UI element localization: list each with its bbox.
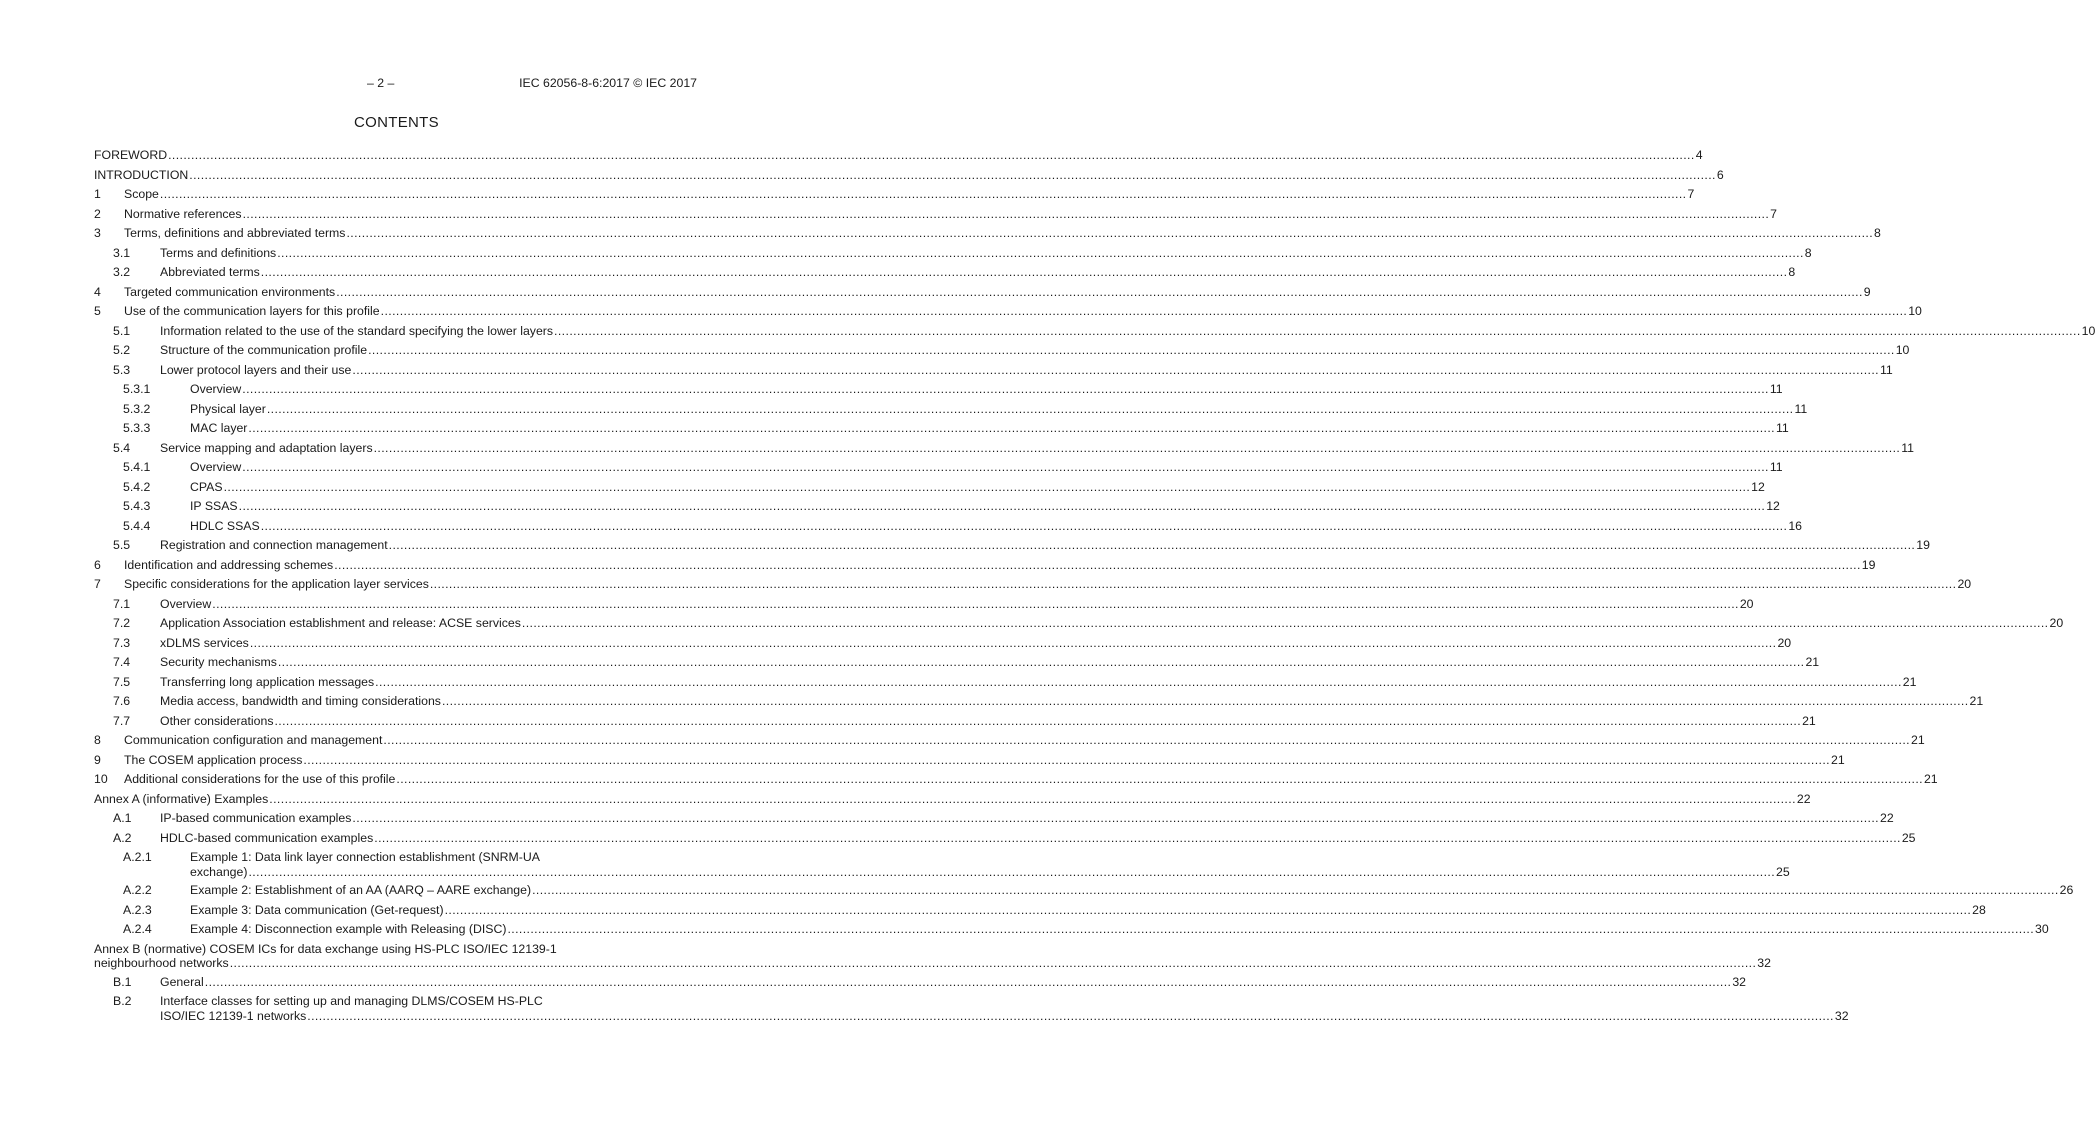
toc-entry-link[interactable] [160, 595, 1754, 615]
toc-page-number: 12 [1751, 479, 1765, 494]
page-title: CONTENTS [354, 114, 439, 131]
dot-leader: ................................................................................................................................................................................................................................................................................................................................................................................................................ [238, 499, 1766, 513]
toc-page-number: 11 [1769, 460, 1783, 474]
toc-number: 7.5 [113, 674, 131, 689]
toc-row [94, 595, 1754, 615]
toc-page-number: 7 [1770, 206, 1777, 221]
toc-page-number: 11 [1769, 382, 1783, 396]
toc-entry-link[interactable] [124, 770, 1938, 790]
toc-row [94, 380, 1783, 400]
toc-page-number: 22 [1879, 811, 1894, 825]
toc-row [94, 901, 1986, 921]
toc-page-number: 32 [1732, 974, 1747, 989]
toc-number: 7 [94, 577, 101, 591]
toc-number: 5.1 [113, 323, 131, 338]
toc-number: A.2.4 [123, 922, 152, 936]
toc-page-number: 21 [1805, 655, 1820, 669]
dot-leader: ................................................................................................................................................................................................................................................................................................................................................................................................................ [277, 245, 1804, 260]
dot-leader: ................................................................................................................................................................................................................................................................................................................................................................................................................ [307, 1008, 1834, 1023]
toc-number: 4 [94, 284, 101, 299]
toc-page-number: 11 [1776, 421, 1789, 435]
toc-title: Scope [124, 187, 159, 201]
toc-title: Annex A (informative) Examples [94, 791, 269, 806]
toc-row [94, 166, 1724, 186]
dot-leader: ................................................................................................................................................................................................................................................................................................................................................................................................................ [336, 284, 1863, 299]
toc-title: Media access, bandwidth and timing considerations [160, 694, 441, 708]
dot-leader: ................................................................................................................................................................................................................................................................................................................................................................................................................ [396, 772, 1923, 786]
dot-leader: ................................................................................................................................................................................................................................................................................................................................................................................................................ [352, 811, 1879, 825]
toc-title: The COSEM application process [124, 752, 303, 767]
toc-title: Targeted communication environments [124, 284, 336, 299]
toc-row [94, 809, 1894, 829]
toc-entry-link[interactable] [160, 244, 1812, 264]
toc-entry-link[interactable] [160, 712, 1816, 732]
toc-page-number: 9 [1863, 284, 1871, 299]
toc-number: A.2.1 [123, 850, 152, 864]
toc-title [190, 850, 698, 865]
toc-title: FOREWORD [94, 148, 168, 162]
page-number: – 2 – [367, 76, 395, 90]
toc-title: Structure of the communication profile [160, 343, 368, 357]
toc-title: Application Association establishment and release: ACSE services [160, 616, 521, 630]
toc-number: 8 [94, 733, 101, 747]
toc-title: CPAS [190, 479, 223, 494]
toc-title: Normative references [124, 206, 242, 221]
toc-row [94, 478, 1765, 498]
dot-leader: ................................................................................................................................................................................................................................................................................................................................................................................................................ [373, 440, 1901, 455]
toc-number: 2 [94, 206, 101, 221]
toc-page-number: 25 [1901, 830, 1916, 845]
toc-entry-link[interactable] [160, 536, 1930, 556]
dot-leader: ................................................................................................................................................................................................................................................................................................................................................................................................................ [260, 518, 1788, 533]
dot-leader: ................................................................................................................................................................................................................................................................................................................................................................................................................ [242, 382, 1769, 396]
toc-title: Security mechanisms [160, 655, 277, 669]
toc-number: 7.2 [113, 616, 131, 630]
dot-leader: ................................................................................................................................................................................................................................................................................................................................................................................................................ [429, 577, 1957, 591]
toc-row [94, 322, 2095, 342]
toc-page-number: 22 [1796, 791, 1811, 806]
toc-title: Registration and connection management [160, 538, 388, 552]
toc-page-number: 11 [1879, 362, 1893, 377]
toc-row [94, 940, 1771, 973]
toc-row [94, 400, 1808, 420]
toc-row [94, 973, 1747, 993]
dot-leader: ................................................................................................................................................................................................................................................................................................................................................................................................................ [260, 265, 1788, 279]
dot-leader: ................................................................................................................................................................................................................................................................................................................................................................................................................ [248, 864, 1776, 879]
toc-page-number: 8 [1788, 265, 1796, 279]
toc-title: HDLC SSAS [190, 518, 260, 533]
toc-entry-link[interactable] [190, 400, 1808, 420]
dot-leader: ................................................................................................................................................................................................................................................................................................................................................................................................................ [334, 557, 1861, 572]
toc-number: 3 [94, 226, 101, 240]
toc-entry-link[interactable] [124, 302, 1922, 322]
dot-leader: ................................................................................................................................................................................................................................................................................................................................................................................................................ [266, 401, 1794, 416]
toc-row [94, 614, 2064, 634]
toc-entry-link[interactable] [160, 439, 1914, 459]
dot-leader: ................................................................................................................................................................................................................................................................................................................................................................................................................ [380, 304, 1908, 318]
toc-entry-link[interactable] [190, 881, 2074, 901]
dot-leader: ................................................................................................................................................................................................................................................................................................................................................................................................................ [368, 343, 1895, 357]
toc-row [94, 673, 1917, 693]
dot-leader: ................................................................................................................................................................................................................................................................................................................................................................................................................ [554, 323, 2081, 338]
toc-number: A.2 [113, 830, 132, 845]
toc-page-number: 8 [1804, 245, 1812, 260]
toc-title: Lower protocol layers and their use [160, 362, 352, 377]
toc-number: 5.4.2 [123, 479, 151, 494]
toc-second-line [160, 1008, 1849, 1024]
toc-page-number: 6 [1716, 167, 1724, 182]
toc-number: 5.2 [113, 343, 131, 357]
toc-page-number: 20 [1777, 635, 1792, 650]
dot-leader: ................................................................................................................................................................................................................................................................................................................................................................................................................ [159, 187, 1687, 201]
toc-title-line2: neighbourhood networks [94, 956, 229, 970]
toc-row [94, 439, 1914, 459]
toc-row [94, 881, 2074, 901]
toc-title: Example 3: Data communication (Get-request) [190, 902, 444, 917]
toc-entry-link[interactable] [94, 166, 1724, 186]
toc-page-number: 25 [1776, 864, 1790, 879]
toc-row [94, 575, 1972, 595]
toc-title: Information related to the use of the standard specifying the lower layers [160, 323, 554, 338]
toc-title: Terms, definitions and abbreviated terms [124, 226, 346, 240]
toc-entry-link[interactable] [124, 751, 1845, 771]
toc-entry-link[interactable] [160, 653, 1820, 673]
toc-entry-link[interactable] [190, 848, 1790, 881]
toc-row [94, 341, 1910, 361]
toc-second-line [190, 864, 1790, 880]
toc-number: 5.3.2 [123, 401, 151, 416]
toc-number: B.1 [113, 974, 132, 989]
toc-title: IP SSAS [190, 499, 238, 513]
toc-number: 7.7 [113, 713, 131, 728]
toc-number: 5.3.1 [123, 382, 151, 396]
toc-entry-link[interactable] [160, 634, 1792, 654]
toc-number: 1 [94, 187, 101, 201]
toc-page-number: 10 [1895, 343, 1910, 357]
toc-entry-link[interactable] [190, 517, 1802, 537]
toc-number: 6 [94, 557, 101, 572]
toc-page-number: 19 [1861, 557, 1876, 572]
toc-title-line1: Interface classes for setting up and managing DLMS/COSEM HS-PLC [160, 994, 543, 1008]
toc-number: 5.4.4 [123, 518, 151, 533]
toc-title-line2: exchange) [190, 864, 248, 879]
toc-entry-link[interactable] [160, 973, 1747, 993]
dot-leader: ................................................................................................................................................................................................................................................................................................................................................................................................................ [383, 733, 1910, 747]
toc-title: Other considerations [160, 713, 274, 728]
toc-entry-link[interactable] [160, 341, 1910, 361]
dot-leader: ................................................................................................................................................................................................................................................................................................................................................................................................................ [229, 956, 1757, 970]
toc-page-number: 30 [2035, 922, 2049, 936]
toc-row [94, 790, 1811, 810]
dot-leader: ................................................................................................................................................................................................................................................................................................................................................................................................................ [388, 538, 1916, 552]
dot-leader: ................................................................................................................................................................................................................................................................................................................................................................................................................ [375, 674, 1902, 689]
toc-title: Terms and definitions [160, 245, 277, 260]
toc-number: B.2 [113, 994, 132, 1008]
toc-page-number: 19 [1916, 538, 1930, 552]
toc-title: Specific considerations for the application layer services [124, 577, 429, 591]
toc-entry-link[interactable] [160, 263, 1796, 283]
toc-row [94, 517, 1802, 537]
toc-row [94, 920, 2049, 940]
toc-page-number: 10 [2081, 323, 2095, 338]
toc-title: MAC layer [190, 421, 248, 435]
toc-number: 5.4 [113, 440, 131, 455]
toc-number: 7.6 [113, 694, 131, 708]
toc-second-line [94, 956, 1771, 971]
toc-title: Example 2: Establishment of an AA (AARQ – AARE exchange) [190, 883, 532, 897]
toc-title [160, 994, 698, 1009]
toc-entry-link[interactable] [160, 992, 1849, 1025]
toc-number: 7.4 [113, 655, 131, 669]
page-header [0, 76, 793, 92]
dot-leader: ................................................................................................................................................................................................................................................................................................................................................................................................................ [441, 694, 1969, 708]
toc-page-number: 26 [2059, 883, 2074, 897]
toc-row [94, 536, 1930, 556]
toc-title: HDLC-based communication examples [160, 830, 374, 845]
dot-leader: ................................................................................................................................................................................................................................................................................................................................................................................................................ [352, 362, 1879, 377]
toc-number: 5.4.1 [123, 460, 151, 474]
toc-row [94, 361, 1893, 381]
toc-number: 5.4.3 [123, 499, 151, 513]
toc-page-number: 10 [1908, 304, 1922, 318]
toc-entry-link[interactable] [190, 458, 1783, 478]
toc-page-number: 32 [1834, 1008, 1849, 1023]
dot-leader: ................................................................................................................................................................................................................................................................................................................................................................................................................ [242, 460, 1769, 474]
dot-leader: ................................................................................................................................................................................................................................................................................................................................................................................................................ [532, 883, 2059, 897]
dot-leader: ................................................................................................................................................................................................................................................................................................................................................................................................................ [249, 635, 1777, 650]
toc-page-number: 7 [1687, 187, 1695, 201]
toc-entry-link[interactable] [124, 283, 1871, 303]
toc-page-number: 20 [1739, 596, 1754, 611]
toc-page-number: 21 [1910, 733, 1925, 747]
toc-row [94, 146, 1703, 166]
toc-row [94, 829, 1916, 849]
toc-row [94, 497, 1780, 517]
dot-leader: ................................................................................................................................................................................................................................................................................................................................................................................................................ [303, 752, 1830, 767]
toc-title: xDLMS services [160, 635, 249, 650]
toc-page-number: 12 [1766, 499, 1780, 513]
toc-row [94, 731, 1925, 751]
toc-title-line2: ISO/IEC 12139-1 networks [160, 1008, 307, 1023]
toc-page-number: 16 [1788, 518, 1802, 533]
toc-row [94, 224, 1881, 244]
toc-page-number: 21 [1923, 772, 1938, 786]
toc-row [94, 458, 1783, 478]
toc-number: A.2.2 [123, 883, 152, 897]
toc-number: 5.3 [113, 362, 131, 377]
toc-entry-link[interactable] [190, 380, 1783, 400]
toc-entry-link[interactable] [160, 361, 1893, 381]
toc-entry-link[interactable] [190, 920, 2049, 940]
toc-entry-link[interactable] [190, 901, 1986, 921]
toc-entry-link[interactable] [124, 556, 1876, 576]
toc-row [94, 634, 1792, 654]
dot-leader: ................................................................................................................................................................................................................................................................................................................................................................................................................ [374, 830, 1901, 845]
toc-title [94, 942, 698, 957]
toc-title: Identification and addressing schemes [124, 557, 334, 572]
toc-row [94, 653, 1820, 673]
toc-number: 7.1 [113, 596, 131, 611]
toc-page-number: 20 [1957, 577, 1972, 591]
toc-entry-link[interactable] [94, 146, 1703, 166]
toc-row [94, 244, 1812, 264]
toc-number: A.2.3 [123, 902, 152, 917]
dot-leader: ................................................................................................................................................................................................................................................................................................................................................................................................................ [277, 655, 1805, 669]
toc-page-number: 21 [1969, 694, 1984, 708]
toc-row [94, 770, 1938, 790]
toc-page-number: 21 [1802, 713, 1816, 728]
toc-row [94, 556, 1876, 576]
dot-leader: ................................................................................................................................................................................................................................................................................................................................................................................................................ [269, 791, 1796, 806]
toc-title: Overview [160, 596, 212, 611]
toc-row [94, 283, 1871, 303]
toc-row [94, 751, 1845, 771]
toc-entry-link[interactable] [160, 829, 1916, 849]
toc-title: Use of the communication layers for this profile [124, 304, 380, 318]
toc-number: A.1 [113, 811, 132, 825]
toc-title: Overview [190, 460, 242, 474]
dot-leader: ................................................................................................................................................................................................................................................................................................................................................................................................................ [242, 206, 1770, 221]
toc-row [94, 992, 1849, 1025]
toc-entry-link[interactable] [124, 731, 1925, 751]
toc-row [94, 205, 1777, 225]
toc-entry-link[interactable] [124, 185, 1695, 205]
toc-entry-link[interactable] [190, 497, 1780, 517]
toc-page-number: 8 [1874, 226, 1881, 240]
toc-row [94, 263, 1796, 283]
toc-number: 5.5 [113, 538, 131, 552]
toc-entry-link[interactable] [160, 614, 2064, 634]
toc-entry-link[interactable] [94, 940, 1771, 973]
toc-title: Transferring long application messages [160, 674, 375, 689]
dot-leader: ................................................................................................................................................................................................................................................................................................................................................................................................................ [346, 226, 1874, 240]
toc-number: 3.1 [113, 245, 131, 260]
toc-page-number: 11 [1794, 401, 1808, 416]
toc-title: Additional considerations for the use of this profile [124, 772, 396, 786]
standard-reference: IEC 62056-8-6:2017 © IEC 2017 [519, 76, 697, 90]
toc-title: INTRODUCTION [94, 167, 189, 182]
toc-title: Abbreviated terms [160, 265, 260, 279]
toc-number: 7.3 [113, 635, 131, 650]
toc-page-number: 32 [1757, 956, 1771, 970]
dot-leader: ................................................................................................................................................................................................................................................................................................................................................................................................................ [223, 479, 1751, 494]
toc-row [94, 185, 1695, 205]
toc-entry-link[interactable] [124, 575, 1972, 595]
dot-leader: ................................................................................................................................................................................................................................................................................................................................................................................................................ [507, 922, 2035, 936]
toc-title-line1: Annex B (normative) COSEM ICs for data exchange using HS-PLC ISO/IEC 12139-1 [94, 941, 557, 956]
toc-page-number: 11 [1901, 440, 1914, 455]
dot-leader: ................................................................................................................................................................................................................................................................................................................................................................................................................ [168, 148, 1695, 162]
toc-page-number: 20 [2049, 616, 2064, 630]
toc-entry-link[interactable] [160, 322, 2095, 342]
toc-row [94, 712, 1816, 732]
toc-number: 10 [94, 772, 108, 786]
toc-number: 5.3.3 [123, 421, 151, 435]
toc-number: 5 [94, 304, 101, 318]
toc-row [94, 848, 1790, 881]
dot-leader: ................................................................................................................................................................................................................................................................................................................................................................................................................ [444, 902, 1972, 917]
toc-entry-link[interactable] [190, 419, 1789, 439]
dot-leader: ................................................................................................................................................................................................................................................................................................................................................................................................................ [248, 421, 1775, 435]
toc-row [94, 692, 1984, 712]
toc-page-number: 4 [1695, 148, 1703, 162]
toc-page-number: 21 [1902, 674, 1917, 689]
table-of-contents [94, 146, 2095, 1025]
dot-leader: ................................................................................................................................................................................................................................................................................................................................................................................................................ [521, 616, 2049, 630]
toc-title-line1: Example 1: Data link layer connection establishment (SNRM-UA [190, 850, 540, 864]
toc-number: 9 [94, 752, 101, 767]
toc-entry-link[interactable] [190, 478, 1765, 498]
dot-leader: ................................................................................................................................................................................................................................................................................................................................................................................................................ [204, 974, 1732, 989]
toc-title: Service mapping and adaptation layers [160, 440, 373, 455]
toc-page-number: 28 [1972, 902, 1986, 917]
toc-row [94, 419, 1789, 439]
toc-title: Physical layer [190, 401, 266, 416]
dot-leader: ................................................................................................................................................................................................................................................................................................................................................................................................................ [212, 596, 1739, 611]
toc-entry-link[interactable] [124, 224, 1881, 244]
toc-title: Overview [190, 382, 242, 396]
toc-title: IP-based communication examples [160, 811, 352, 825]
toc-entry-link[interactable] [160, 673, 1917, 693]
toc-entry-link[interactable] [160, 692, 1984, 712]
toc-entry-link[interactable] [94, 790, 1811, 810]
toc-title: General [160, 974, 204, 989]
dot-leader: ................................................................................................................................................................................................................................................................................................................................................................................................................ [274, 713, 1802, 728]
dot-leader: ................................................................................................................................................................................................................................................................................................................................................................................................................ [189, 167, 1716, 182]
toc-title: Example 4: Disconnection example with Releasing (DISC) [190, 922, 507, 936]
toc-page-number: 21 [1830, 752, 1845, 767]
toc-title: Communication configuration and management [124, 733, 383, 747]
toc-row [94, 302, 1922, 322]
toc-entry-link[interactable] [160, 809, 1894, 829]
toc-entry-link[interactable] [124, 205, 1777, 225]
toc-number: 3.2 [113, 265, 131, 279]
